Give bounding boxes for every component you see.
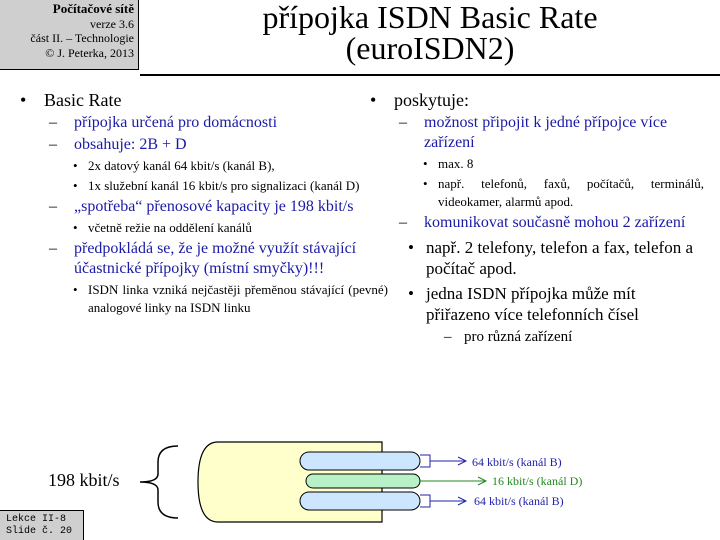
item-max-devices: • max. 8	[366, 155, 704, 173]
item-overhead: • včetně režie na oddělení kanálů	[16, 219, 388, 237]
slide-footer	[0, 510, 84, 540]
item-conversion: • ISDN linka vzniká nejčastěji přeměnou stávající (pevné) analogové linky na ISDN linku	[16, 281, 388, 317]
author: © J. Peterka, 2013	[45, 45, 134, 60]
wire-b2	[300, 492, 420, 510]
arrow-bot	[420, 495, 466, 507]
channel-b-bottom-label: 64 kbit/s (kanál B)	[474, 494, 564, 508]
item-contains: – obsahuje: 2B + D	[16, 135, 388, 155]
item-device-types: • např. telefonů, faxů, počítačů, terminálů, videokamer, alarmů apod.	[366, 175, 704, 211]
course-part: část II. – Technologie	[30, 31, 134, 45]
bullet-basic-rate: • Basic Rate	[16, 90, 388, 111]
brace-icon	[140, 446, 178, 518]
arrow-top	[420, 455, 466, 467]
item-local-loop: – předpokládá se, že je možné využít stávající účastnické přípojky (místní smyčky)!!!	[16, 239, 388, 279]
lesson-number: Lekce II-8	[6, 514, 67, 525]
course-name: Počítačové sítě	[52, 1, 134, 16]
item-multiple-devices: – možnost připojit k jedné přípojce více zařízení	[366, 113, 704, 153]
bullet-provides: • poskytuje:	[366, 90, 704, 111]
item-b-channels: • 2x datový kanál 64 kbit/s (kanál B),	[16, 157, 388, 175]
arrow-mid	[420, 477, 486, 485]
item-capacity: – „spotřeba“ přenosové kapacity je 198 kbit/s	[16, 197, 388, 217]
title-line-2: (euroISDN2)	[345, 30, 515, 66]
wire-b1	[300, 452, 420, 470]
item-examples: • např. 2 telefony, telefon a fax, telefon a počítač apod.	[366, 237, 704, 279]
item-d-channel: • 1x služební kanál 16 kbit/s pro signalizaci (kanál D)	[16, 177, 388, 195]
channel-d-label: 16 kbit/s (kanál D)	[492, 474, 583, 488]
slide-number: Slide č. 20	[6, 526, 73, 537]
item-multiple-numbers: • jedna ISDN přípojka může mít přiřazeno více telefonních čísel	[366, 283, 704, 325]
version: verze 3.6	[90, 16, 134, 31]
item-different-devices: – pro různá zařízení	[366, 328, 704, 347]
title-line-1: přípojka ISDN Basic Rate	[262, 0, 598, 35]
wire-d	[306, 474, 420, 488]
channel-b-top-label: 64 kbit/s (kanál B)	[472, 455, 562, 469]
item-home-use: – přípojka určená pro domácnosti	[16, 113, 388, 133]
item-concurrent: – komunikovat současně mohou 2 zařízení	[366, 213, 704, 233]
total-rate-label: 198 kbit/s	[48, 470, 120, 490]
